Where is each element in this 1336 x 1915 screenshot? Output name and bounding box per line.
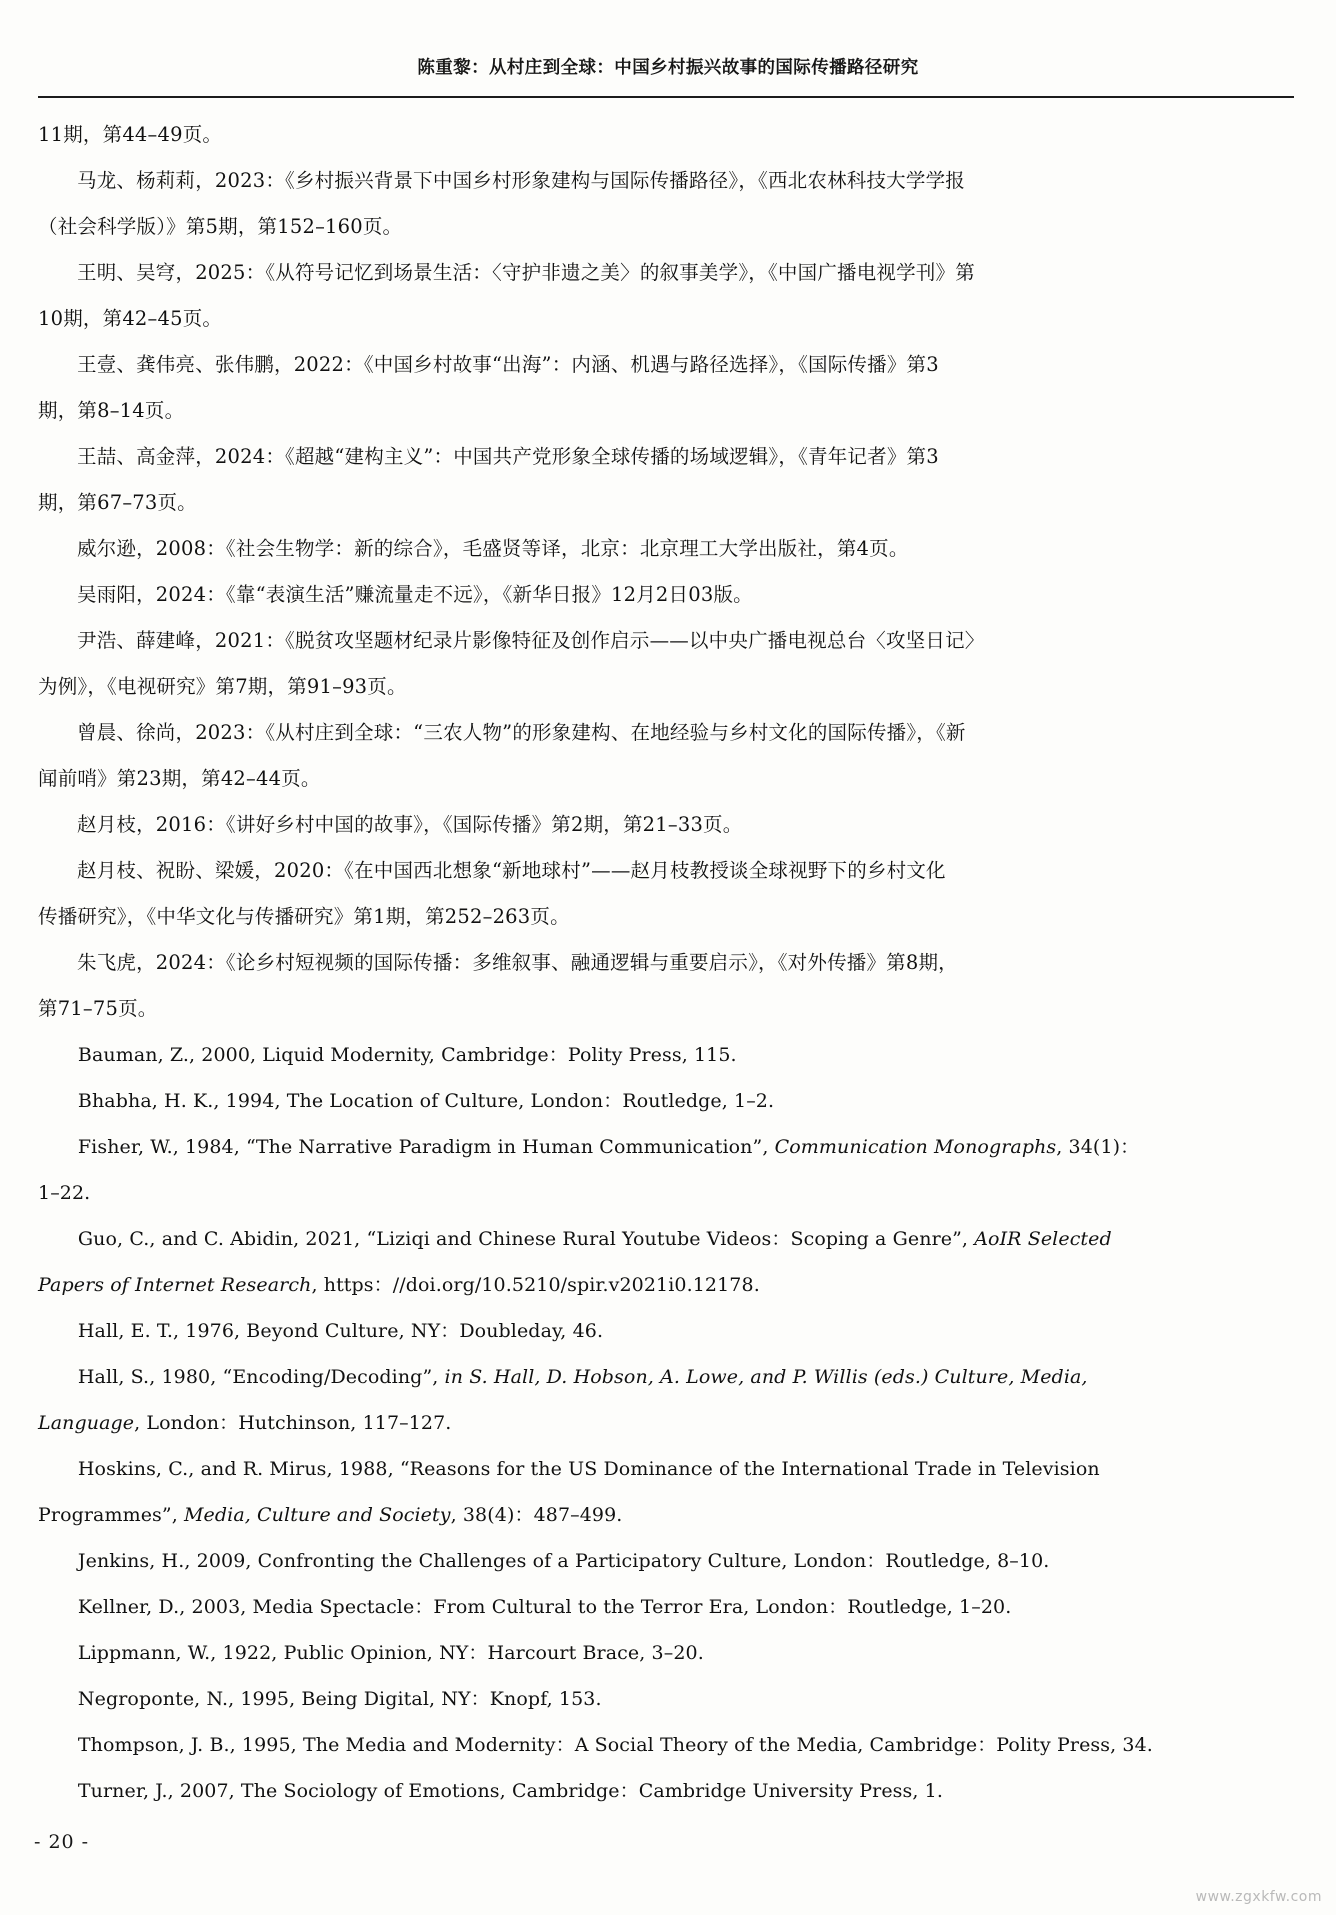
reference-entry-wang-ming-2025-cont: 10期，第42–45页。	[38, 307, 223, 330]
reference-entry-zeng-chen-2023-cont: 闻前哨》第23期，第42–44页。	[38, 767, 321, 790]
reference-text: Bauman, Z., 2000, Liquid Modernity, Cambridge：Polity Press, 115.	[77, 1044, 737, 1066]
reference-entry-jenkins-2009	[38, 1538, 1294, 1584]
reference-text: Thompson, J. B., 1995, The Media and Modernity：A Social Theory of the Media, Cambridge：Polity Press, 34.	[77, 1734, 1153, 1756]
reference-title-italic: Papers of Internet Research	[38, 1274, 312, 1296]
reference-entry-ma-long-2023-cont: （社会科学版）》第5期，第152–160页。	[38, 215, 403, 238]
reference-text: Jenkins, H., 2009, Confronting the Challenges of a Participatory Culture, London：Routledge, 8–10.	[77, 1550, 1050, 1572]
reference-entry-wilson-2008: 威尔逊，2008：《社会生物学：新的综合》，毛盛贤等译，北京：北京理工大学出版社，第4页。	[77, 537, 909, 560]
chinese-references-list	[38, 112, 1294, 1032]
reference-entry-wang-zhe-2024-cont: 期，第67–73页。	[38, 491, 197, 514]
reference-text: Bhabha, H. K., 1994, The Location of Culture, London：Routledge, 1–2.	[77, 1090, 775, 1112]
reference-text: Guo, C., and C. Abidin, 2021, “Liziqi and Chinese Rural Youtube Videos：Scoping a Genre”,	[77, 1228, 975, 1250]
reference-entry-hall-et-1976	[38, 1308, 1294, 1354]
reference-text: Hall, S., 1980, “Encoding/Decoding”,	[77, 1366, 445, 1388]
references-body	[38, 112, 1294, 1814]
reference-entry-bauman-2000	[38, 1032, 1294, 1078]
reference-entry-guo-abidin-2021-cont	[38, 1262, 1294, 1308]
reference-text: Fisher, W., 1984, “The Narrative Paradigm in Human Communication”,	[77, 1136, 775, 1158]
reference-entry-hoskins-mirus-1988	[38, 1446, 1294, 1492]
reference-title-italic: Communication Monographs	[774, 1136, 1057, 1158]
reference-entry-cont-prev: 11期，第44–49页。	[38, 123, 223, 146]
reference-entry-guo-abidin-2021	[38, 1216, 1294, 1262]
reference-text: Hall, E. T., 1976, Beyond Culture, NY：Doubleday, 46.	[77, 1320, 604, 1342]
reference-entry-yin-hao-2021-cont: 为例》，《电视研究》第7期，第91–93页。	[38, 675, 407, 698]
reference-text: Hoskins, C., and R. Mirus, 1988, “Reasons for the US Dominance of the International Trade in Television	[77, 1458, 1100, 1480]
reference-text: , 38(4)：487–499.	[450, 1504, 623, 1526]
running-header	[0, 54, 1336, 79]
reference-entry-fisher-1984	[38, 1124, 1294, 1170]
running-header-title: 陈重黎：从村庄到全球：中国乡村振兴故事的国际传播路径研究	[417, 58, 919, 78]
reference-entry-yin-hao-2021: 尹浩、薛建峰，2021：《脱贫攻坚题材纪录片影像特征及创作启示——以中央广播电视总台〈攻坚日记〉	[77, 629, 985, 652]
reference-entry-hoskins-mirus-1988-cont	[38, 1492, 1294, 1538]
reference-text: 1–22.	[38, 1182, 91, 1204]
reference-text: , 34(1)：	[1056, 1136, 1140, 1158]
reference-text: , https：//doi.org/10.5210/spir.v2021i0.12178.	[311, 1274, 760, 1296]
reference-entry-fisher-1984-cont	[38, 1170, 1294, 1216]
reference-title-italic: Media, Culture and Society	[184, 1504, 451, 1526]
reference-entry-hall-s-1980-cont	[38, 1400, 1294, 1446]
reference-entry-wang-yi-2022-cont: 期，第8–14页。	[38, 399, 185, 422]
reference-text: Turner, J., 2007, The Sociology of Emotions, Cambridge：Cambridge University Press, 1.	[77, 1780, 943, 1802]
reference-entry-bhabha-1994	[38, 1078, 1294, 1124]
header-divider-rule	[38, 96, 1294, 98]
reference-text: Kellner, D., 2003, Media Spectacle：From Cultural to the Terror Era, London：Routledge, 1–20.	[77, 1596, 1012, 1618]
reference-entry-zhao-yuezhi-2020: 赵月枝、祝盼、梁媛，2020：《在中国西北想象“新地球村”——赵月枝教授谈全球视野下的乡村文化	[77, 859, 946, 882]
page-number: - 20 -	[34, 1831, 90, 1853]
reference-entry-thompson-1995	[38, 1722, 1294, 1768]
reference-entry-ma-long-2023: 马龙、杨莉莉，2023：《乡村振兴背景下中国乡村形象建构与国际传播路径》，《西北农林科技大学学报	[77, 169, 965, 192]
reference-text: , London：Hutchinson, 117–127.	[134, 1412, 452, 1434]
reference-text: Lippmann, W., 1922, Public Opinion, NY：Harcourt Brace, 3–20.	[77, 1642, 704, 1664]
reference-title-italic: in S. Hall, D. Hobson, A. Lowe, and P. Willis (eds.) Culture, Media,	[444, 1366, 1088, 1388]
reference-text: Programmes”,	[38, 1504, 184, 1526]
reference-entry-turner-2007	[38, 1768, 1294, 1814]
reference-entry-wang-ming-2025: 王明、吴穹，2025：《从符号记忆到场景生活：〈守护非遗之美〉的叙事美学》，《中国广播电视学刊》第	[77, 261, 975, 284]
reference-entry-wang-zhe-2024: 王喆、高金萍，2024：《超越“建构主义”：中国共产党形象全球传播的场域逻辑》，《青年记者》第3	[77, 445, 939, 468]
reference-title-italic: Language	[38, 1412, 135, 1434]
reference-entry-lippmann-1922	[38, 1630, 1294, 1676]
reference-entry-wang-yi-2022: 王壹、龚伟亮、张伟鹏，2022：《中国乡村故事“出海”：内涵、机遇与路径选择》，《国际传播》第3	[77, 353, 939, 376]
reference-entry-kellner-2003	[38, 1584, 1294, 1630]
reference-title-italic: AoIR Selected	[974, 1228, 1112, 1250]
reference-entry-negroponte-1995	[38, 1676, 1294, 1722]
reference-entry-hall-s-1980	[38, 1354, 1294, 1400]
reference-entry-zhao-yuezhi-2016: 赵月枝，2016：《讲好乡村中国的故事》，《国际传播》第2期，第21–33页。	[77, 813, 743, 836]
english-references-list	[38, 1032, 1294, 1814]
reference-entry-wu-yuyang-2024: 吴雨阳，2024：《靠“表演生活”赚流量走不远》，《新华日报》12月2日03版。	[77, 583, 753, 606]
reference-entry-zeng-chen-2023: 曾晨、徐尚，2023：《从村庄到全球：“三农人物”的形象建构、在地经验与乡村文化的国际传播》，《新	[77, 721, 966, 744]
reference-entry-zhu-feihu-2024-cont: 第71–75页。	[38, 997, 158, 1020]
reference-entry-zhu-feihu-2024: 朱飞虎，2024：《论乡村短视频的国际传播：多维叙事、融通逻辑与重要启示》，《对外传播》第8期，	[77, 951, 958, 974]
reference-entry-zhao-yuezhi-2020-cont: 传播研究》，《中华文化与传播研究》第1期，第252–263页。	[38, 905, 570, 928]
reference-text: Negroponte, N., 1995, Being Digital, NY：Knopf, 153.	[77, 1688, 602, 1710]
watermark-text: www.zgxkfw.com	[1195, 1889, 1322, 1905]
